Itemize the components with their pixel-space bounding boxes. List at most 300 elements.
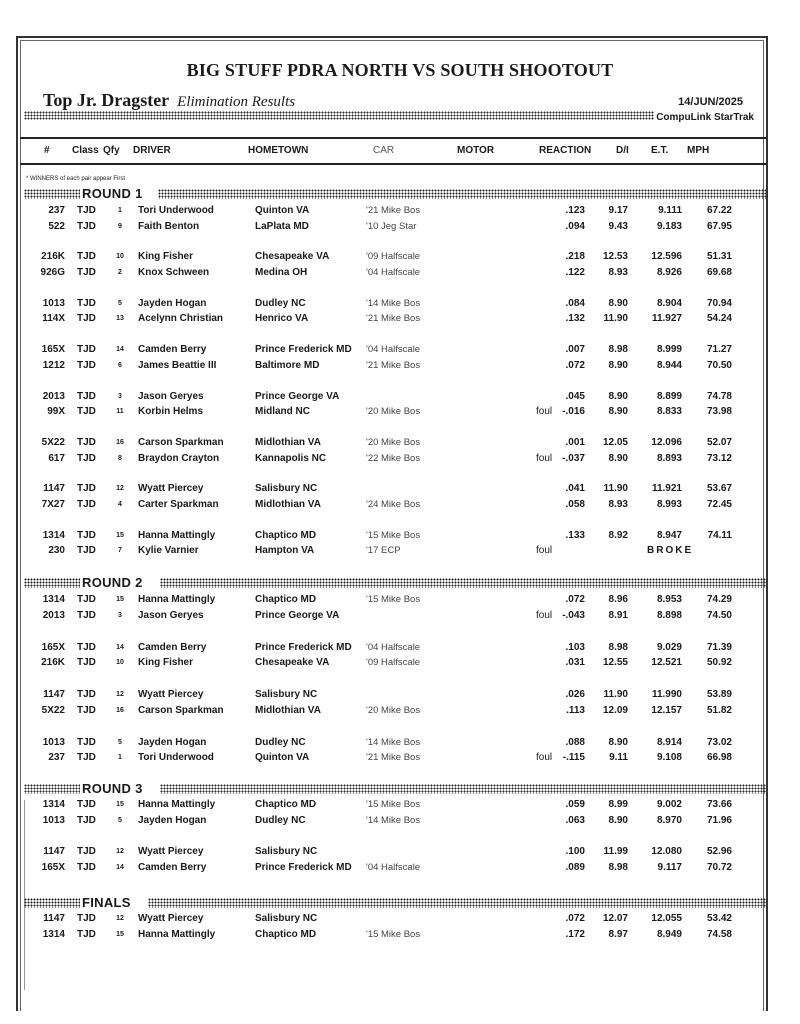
result-row	[0, 313, 800, 327]
cell-driver: Wyatt Piercey	[138, 913, 204, 924]
cell-et: 8.993	[656, 498, 682, 510]
cell-driver: Carter Sparkman	[138, 498, 219, 510]
winners-note: * WINNERS of each pair appear First	[26, 176, 126, 182]
cell-cls: TJD	[77, 814, 96, 826]
cell-driver: King Fisher	[138, 657, 194, 668]
round-banner-dots-right	[160, 784, 766, 794]
cell-num: 5X22	[41, 704, 65, 716]
cell-hometown: Henrico VA	[255, 313, 309, 325]
cell-cls: TJD	[77, 390, 96, 402]
cell-driver: Knox Schween	[138, 266, 210, 278]
cell-cls: TJD	[77, 251, 96, 263]
cell-di: 11.90	[603, 689, 628, 700]
cell-qfy: 3	[118, 611, 122, 619]
cell-cls: TJD	[77, 452, 96, 464]
cell-driver: Hanna Mattingly	[138, 799, 216, 810]
cell-cls: TJD	[77, 752, 96, 763]
cell-et: 8.926	[656, 266, 682, 278]
cell-di: 8.98	[608, 641, 628, 653]
cell-cls: TJD	[77, 529, 96, 541]
cell-hometown: Chaptico MD	[255, 529, 317, 541]
cell-driver: Wyatt Piercey	[138, 846, 204, 857]
round-banner	[24, 783, 766, 795]
cell-cls: TJD	[77, 609, 96, 621]
col-num: #	[44, 145, 50, 156]
cell-num: 926G	[40, 266, 65, 278]
cell-car: '14 Mike Bos	[366, 297, 421, 309]
round-banner-dots-left	[24, 784, 80, 794]
cell-num: 1147	[43, 846, 65, 857]
cell-cls: TJD	[77, 406, 96, 418]
cell-cls: TJD	[77, 846, 96, 857]
cell-et: 11.927	[651, 313, 682, 325]
cell-hometown: Kannapolis NC	[255, 452, 327, 464]
result-row	[0, 705, 800, 719]
cell-rt: -.043	[562, 609, 585, 621]
round-title: ROUND 1	[82, 186, 143, 201]
event-date: 14/JUN/2025	[678, 96, 743, 108]
cell-hometown: Prince George VA	[255, 609, 340, 621]
cell-car: '15 Mike Bos	[366, 529, 421, 541]
cell-num: 216K	[41, 657, 65, 668]
cell-di: 8.91	[608, 609, 628, 621]
event-title: BIG STUFF PDRA NORTH VS SOUTH SHOOTOUT	[186, 60, 614, 80]
cell-et: 9.029	[656, 641, 682, 653]
cell-hometown: Dudley NC	[255, 736, 306, 748]
cell-qfy: 12	[116, 915, 124, 922]
cell-driver: Camden Berry	[138, 861, 207, 873]
cell-qfy: 12	[116, 485, 124, 493]
result-row	[0, 298, 800, 312]
header-rule-top	[20, 137, 766, 139]
cell-qfy: 15	[116, 531, 124, 539]
cell-rt: .113	[566, 704, 585, 716]
round-title: ROUND 3	[82, 781, 143, 796]
cell-mph: 74.50	[706, 609, 732, 621]
cell-foul: foul	[536, 609, 553, 621]
cell-driver: Jason Geryes	[138, 609, 204, 621]
cell-car: '04 Halfscale	[366, 641, 421, 653]
cell-car: '04 Halfscale	[366, 861, 421, 873]
cell-et: 11.990	[651, 689, 682, 700]
cell-rt: .007	[565, 344, 585, 356]
cell-et: 8.949	[656, 928, 682, 940]
cell-et: 8.953	[656, 594, 682, 605]
cell-num: 230	[48, 545, 65, 557]
cell-hometown: Midlothian VA	[255, 437, 321, 448]
cell-rt: .058	[565, 498, 585, 510]
cell-num: 114X	[42, 313, 65, 325]
result-row	[0, 267, 800, 281]
cell-et: 12.596	[651, 251, 682, 263]
cell-et: 9.183	[656, 220, 682, 232]
cell-qfy: 12	[116, 691, 124, 698]
cell-rt: .072	[565, 359, 585, 371]
cell-mph: 52.96	[706, 846, 732, 857]
cell-di: 8.93	[608, 498, 628, 510]
cell-num: 1147	[43, 913, 65, 924]
cell-rt: .045	[565, 390, 585, 402]
cell-num: 237	[48, 752, 65, 763]
cell-hometown: Salisbury NC	[255, 913, 318, 924]
cell-di: 8.93	[608, 266, 628, 278]
cell-qfy: 15	[116, 930, 124, 938]
cell-mph: 73.98	[706, 406, 732, 418]
cell-num: 1314	[42, 799, 65, 810]
cell-car: '04 Halfscale	[366, 344, 421, 356]
cell-car: '21 Mike Bos	[366, 752, 421, 763]
cell-et: 8.970	[656, 814, 682, 826]
cell-rt: .063	[565, 814, 585, 826]
cell-cls: TJD	[77, 545, 96, 557]
cell-rt: .041	[565, 483, 585, 495]
cell-qfy: 16	[116, 439, 124, 446]
cell-hometown: Chaptico MD	[255, 799, 317, 810]
round-banner	[24, 188, 766, 200]
cell-num: 2013	[42, 390, 65, 402]
round-banner-dots-left	[24, 578, 80, 588]
cell-hometown: Chesapeake VA	[255, 657, 330, 668]
cell-driver: Tori Underwood	[138, 752, 214, 763]
cell-mph: 66.98	[706, 752, 732, 763]
cell-driver: Kylie Varnier	[138, 545, 199, 557]
result-row	[0, 406, 800, 420]
cell-rt: .084	[565, 297, 585, 309]
cell-rt: .089	[565, 861, 585, 873]
cell-cls: TJD	[77, 861, 96, 873]
cell-cls: TJD	[77, 799, 96, 810]
cell-mph: 73.02	[706, 736, 732, 748]
cell-hometown: LaPlata MD	[255, 220, 309, 232]
result-row	[0, 530, 800, 544]
cell-hometown: Hampton VA	[255, 545, 315, 557]
cell-num: 165X	[41, 344, 65, 356]
result-row	[0, 344, 800, 358]
cell-mph: 53.67	[706, 483, 732, 495]
cell-di: 12.09	[602, 704, 628, 716]
cell-driver: James Beattie III	[138, 359, 217, 371]
cell-num: 1013	[42, 297, 65, 309]
cell-rt: .001	[565, 437, 585, 448]
round-banner-dots-right	[158, 189, 766, 199]
cell-qfy: 15	[116, 801, 124, 808]
cell-et: 11.921	[651, 483, 682, 495]
cell-et: 9.108	[656, 752, 682, 763]
cell-hometown: Salisbury NC	[255, 846, 318, 857]
cell-mph: 53.89	[706, 689, 732, 700]
cell-num: 165X	[41, 861, 65, 873]
cell-cls: TJD	[77, 483, 96, 495]
cell-mph: 74.29	[706, 594, 732, 605]
cell-hometown: Dudley NC	[255, 814, 306, 826]
col-class: Class	[72, 145, 99, 156]
col-reaction: REACTION	[539, 145, 592, 156]
result-row	[0, 360, 800, 374]
round-banner-dots-right	[148, 898, 766, 908]
col-di: D/I	[616, 145, 629, 156]
cell-qfy: 1	[118, 754, 122, 761]
cell-et: 12.080	[651, 846, 682, 857]
cell-driver: Korbin Helms	[138, 406, 204, 418]
cell-rt: .172	[565, 928, 585, 940]
cell-cls: TJD	[77, 205, 96, 216]
cell-driver: Wyatt Piercey	[138, 483, 204, 495]
result-row	[0, 594, 800, 608]
cell-mph: 71.96	[706, 814, 732, 826]
cell-rt: .132	[565, 313, 585, 325]
round-title: FINALS	[82, 895, 131, 910]
cell-hometown: Baltimore MD	[255, 359, 320, 371]
cell-num: 1314	[42, 928, 65, 940]
cell-di: 8.99	[608, 799, 628, 810]
result-row	[0, 205, 800, 219]
cell-mph: 53.42	[706, 913, 732, 924]
cell-qfy: 13	[116, 315, 124, 323]
cell-di: 8.90	[608, 814, 628, 826]
timing-system-label: CompuLink StarTrak	[656, 112, 754, 123]
cell-num: 5X22	[41, 437, 65, 448]
cell-qfy: 14	[116, 346, 124, 354]
cell-et: 8.898	[656, 609, 682, 621]
cell-qfy: 11	[116, 408, 124, 416]
result-row	[0, 752, 800, 766]
cell-foul: foul	[536, 545, 553, 557]
cell-rt: .094	[565, 220, 585, 232]
cell-driver: Braydon Crayton	[138, 452, 220, 464]
dotted-rule	[24, 111, 654, 120]
result-row	[0, 737, 800, 751]
cell-cls: TJD	[77, 594, 96, 605]
cell-di: 8.90	[608, 406, 628, 418]
result-row	[0, 483, 800, 497]
cell-driver: Hanna Mattingly	[138, 928, 216, 940]
cell-mph: 52.07	[706, 437, 732, 448]
cell-qfy: 10	[116, 659, 124, 666]
cell-di: 8.90	[608, 297, 628, 309]
cell-hometown: Prince Frederick MD	[255, 641, 352, 653]
col-qfy: Qfy	[103, 145, 120, 156]
cell-et: 8.947	[656, 529, 682, 541]
cell-cls: TJD	[77, 297, 96, 309]
cell-driver: Faith Benton	[138, 220, 200, 232]
cell-di: 12.05	[602, 437, 628, 448]
round-banner-dots-right	[160, 578, 766, 588]
cell-car: '20 Mike Bos	[366, 437, 421, 448]
cell-et: 9.117	[657, 861, 682, 873]
cell-num: 7X27	[41, 498, 65, 510]
cell-car: '15 Mike Bos	[366, 928, 421, 940]
result-row	[0, 499, 800, 513]
cell-mph: 70.94	[706, 297, 732, 309]
cell-car: '14 Mike Bos	[366, 814, 421, 826]
cell-hometown: Salisbury NC	[255, 483, 318, 495]
cell-et: 8.899	[656, 390, 682, 402]
cell-num: 216K	[41, 251, 65, 263]
cell-mph: 73.12	[706, 452, 732, 464]
cell-qfy: 9	[118, 222, 122, 230]
result-row	[0, 391, 800, 405]
cell-qfy: 1	[118, 207, 122, 214]
cell-di: 8.90	[608, 736, 628, 748]
cell-di: 8.98	[608, 344, 628, 356]
cell-qfy: 12	[116, 848, 124, 855]
cell-num: 1314	[42, 594, 65, 605]
result-row	[0, 913, 800, 927]
cell-car: '17 ECP	[366, 545, 401, 557]
cell-rt: .059	[565, 799, 585, 810]
cell-qfy: 4	[118, 500, 122, 508]
cell-hometown: Salisbury NC	[255, 689, 318, 700]
cell-cls: TJD	[77, 913, 96, 924]
cell-di: 8.92	[608, 529, 628, 541]
round-banner	[24, 577, 766, 589]
cell-di: 12.55	[602, 657, 628, 668]
cell-car: '20 Mike Bos	[366, 406, 421, 418]
cell-cls: TJD	[77, 641, 96, 653]
cell-driver: Hanna Mattingly	[138, 594, 216, 605]
cell-qfy: 5	[118, 816, 122, 824]
cell-mph: 71.39	[706, 641, 732, 653]
cell-foul: foul	[536, 406, 553, 418]
cell-car: '21 Mike Bos	[366, 359, 421, 371]
cell-di: 11.90	[603, 483, 628, 495]
result-row	[0, 453, 800, 467]
cell-qfy: 3	[118, 392, 122, 400]
cell-car: '21 Mike Bos	[366, 313, 421, 325]
header-rule-bottom	[20, 163, 766, 165]
result-row	[0, 437, 800, 451]
cell-et: 9.111	[658, 205, 682, 216]
cell-hometown: Chaptico MD	[255, 594, 317, 605]
round-banner-dots-left	[24, 189, 80, 199]
col-car: CAR	[373, 145, 395, 156]
cell-num: 522	[48, 220, 65, 232]
cell-num: 1314	[42, 529, 65, 541]
cell-et: 12.521	[651, 657, 682, 668]
cell-hometown: Prince George VA	[255, 390, 340, 402]
cell-cls: TJD	[77, 266, 96, 278]
cell-mph: 69.68	[706, 266, 732, 278]
cell-hometown: Dudley NC	[255, 297, 306, 309]
cell-mph: 73.66	[706, 799, 732, 810]
cell-mph: 67.22	[706, 205, 732, 216]
cell-cls: TJD	[77, 689, 96, 700]
cell-num: 237	[48, 205, 65, 216]
cell-cls: TJD	[77, 359, 96, 371]
cell-qfy: 16	[116, 706, 124, 714]
cell-rt: .031	[565, 657, 585, 668]
col-et: E.T.	[651, 145, 669, 156]
cell-di: 9.43	[608, 220, 628, 232]
cell-car: '15 Mike Bos	[366, 594, 421, 605]
cell-mph: 71.27	[706, 344, 732, 356]
cell-car: '21 Mike Bos	[366, 205, 421, 216]
result-row	[0, 929, 800, 943]
result-row	[0, 221, 800, 235]
cell-qfy: 14	[116, 643, 124, 651]
cell-cls: TJD	[77, 498, 96, 510]
cell-car: '10 Jeg Star	[366, 220, 417, 232]
cell-qfy: 8	[118, 454, 122, 462]
cell-hometown: Chaptico MD	[255, 928, 317, 940]
cell-driver: Camden Berry	[138, 344, 207, 356]
cell-di: 9.11	[609, 752, 628, 763]
cell-di: 8.96	[608, 594, 628, 605]
round-banner-dots-left	[24, 898, 80, 908]
cell-car: '04 Halfscale	[366, 266, 421, 278]
cell-mph: 70.50	[706, 359, 732, 371]
cell-car: '09 Halfscale	[366, 657, 421, 668]
result-row	[0, 862, 800, 876]
cell-foul: foul	[536, 452, 553, 464]
col-motor: MOTOR	[457, 145, 495, 156]
cell-qfy: 7	[118, 547, 122, 555]
cell-et: 12.096	[651, 437, 682, 448]
cell-mph: 51.82	[706, 704, 732, 716]
cell-cls: TJD	[77, 704, 96, 716]
cell-di: 11.99	[603, 846, 628, 857]
cell-mph: 67.95	[706, 220, 732, 232]
result-row	[0, 251, 800, 265]
cell-driver: Jason Geryes	[138, 390, 204, 402]
left-margin-rule	[24, 800, 25, 990]
cell-di: 8.90	[608, 359, 628, 371]
cell-num: 165X	[41, 641, 65, 653]
cell-rt: .122	[565, 266, 585, 278]
cell-num: 1013	[42, 736, 65, 748]
cell-mph: 72.45	[706, 498, 732, 510]
cell-hometown: Midlothian VA	[255, 498, 321, 510]
cell-cls: TJD	[77, 313, 96, 325]
cell-driver: Camden Berry	[138, 641, 207, 653]
cell-driver: Jayden Hogan	[138, 736, 207, 748]
cell-driver: Hanna Mattingly	[138, 529, 216, 541]
cell-rt: .133	[565, 529, 585, 541]
results-label: Elimination Results	[177, 94, 296, 110]
result-row	[0, 657, 800, 671]
cell-rt: .218	[565, 251, 585, 263]
cell-di: 9.17	[608, 205, 628, 216]
cell-foul: foul	[536, 752, 553, 763]
round-banner	[24, 897, 766, 909]
cell-rt: .103	[565, 641, 585, 653]
cell-hometown: Midland NC	[255, 406, 310, 418]
cell-mph: 54.24	[706, 313, 732, 325]
cell-qfy: 6	[118, 361, 122, 369]
cell-rt: -.037	[562, 452, 585, 464]
cell-et: 12.157	[651, 704, 682, 716]
cell-rt: -.115	[562, 752, 585, 763]
cell-rt: .123	[565, 205, 585, 216]
cell-et: 8.999	[656, 344, 682, 356]
cell-et: 8.833	[656, 406, 682, 418]
cell-rt: .072	[565, 913, 585, 924]
cell-qfy: 10	[116, 253, 124, 261]
cell-di: 8.90	[608, 452, 628, 464]
cell-driver: Jayden Hogan	[138, 297, 207, 309]
result-row	[0, 815, 800, 829]
cell-car: '14 Mike Bos	[366, 736, 421, 748]
cell-et: 8.893	[656, 452, 682, 464]
cell-num: 1212	[42, 359, 65, 371]
cell-driver: Tori Underwood	[138, 205, 214, 216]
cell-car: '20 Mike Bos	[366, 704, 421, 716]
cell-qfy: 14	[116, 863, 124, 871]
cell-car: '24 Mike Bos	[366, 498, 421, 510]
cell-rt: .088	[565, 736, 585, 748]
cell-car: '22 Mike Bos	[366, 452, 421, 464]
cell-qfy: 15	[116, 596, 124, 603]
